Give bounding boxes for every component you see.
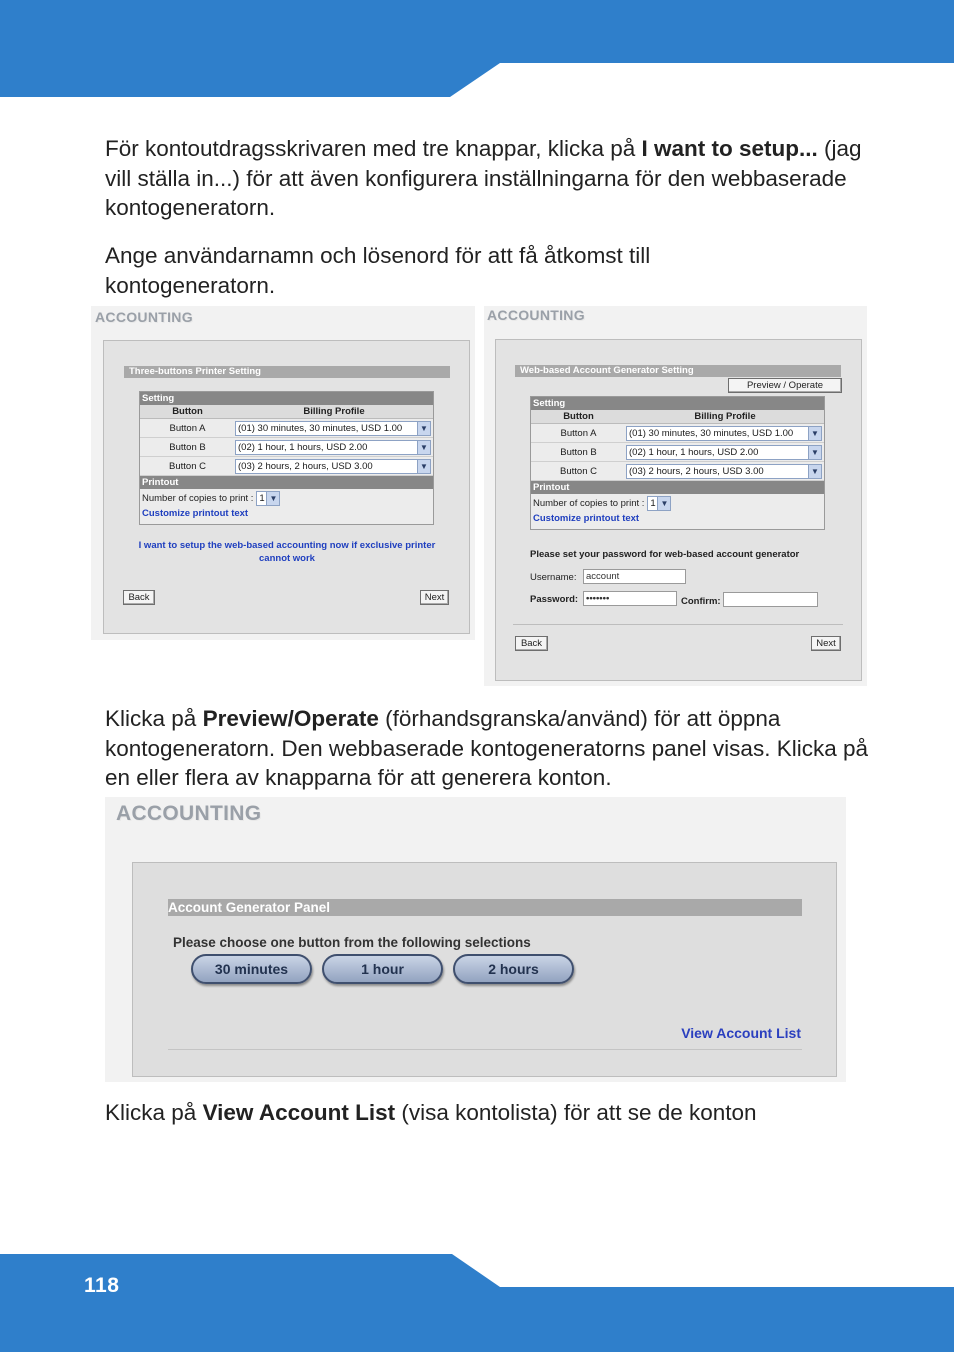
chevron-down-icon: ▼ xyxy=(417,460,430,473)
confirm-input[interactable] xyxy=(723,592,818,607)
preview-paragraph: Klicka på Preview/Operate (förhandsgranska/använd) för att öppna kontogeneratorn. Den webbaserade kontogeneratorns panel visas. Klicka på en eller flera av knapparna för att generera konton. xyxy=(105,706,868,790)
table-header-row: Button Billing Profile xyxy=(531,410,824,424)
profile-select-a[interactable]: (01) 30 minutes, 30 minutes, USD 1.00 ▼ xyxy=(235,421,431,436)
profile-select-c[interactable]: (03) 2 hours, 2 hours, USD 3.00 ▼ xyxy=(626,464,822,479)
1-hour-button[interactable]: 1 hour xyxy=(322,954,443,984)
customize-printout-link[interactable]: Customize printout text xyxy=(142,508,249,519)
panel-title: Account Generator Panel xyxy=(168,899,802,916)
footer-band xyxy=(0,1252,954,1352)
back-button[interactable]: Back xyxy=(515,636,548,651)
2-hours-button[interactable]: 2 hours xyxy=(453,954,574,984)
profile-select-b[interactable]: (02) 1 hour, 1 hours, USD 2.00 ▼ xyxy=(626,445,822,460)
printout-header: Printout xyxy=(531,481,824,494)
chevron-down-icon: ▼ xyxy=(808,446,821,459)
next-button[interactable]: Next xyxy=(420,590,449,605)
setting-header: Setting xyxy=(140,392,433,405)
back-button[interactable]: Back xyxy=(123,590,155,605)
view-account-list-link[interactable]: View Account List xyxy=(681,1025,801,1041)
view-list-paragraph: Klicka på View Account List (visa kontolista) för att se de konton xyxy=(105,1100,757,1125)
copies-row: Number of copies to print : 1 ▼ xyxy=(140,489,433,507)
table-header-row: Button Billing Profile xyxy=(140,405,433,419)
setting-table xyxy=(530,396,825,530)
selection-prompt: Please choose one button from the following selections xyxy=(173,935,531,950)
accounting-title: ACCOUNTING xyxy=(487,307,585,323)
copies-row: Number of copies to print : 1 ▼ xyxy=(531,494,824,512)
divider xyxy=(513,624,843,625)
chevron-down-icon: ▼ xyxy=(266,492,279,505)
profile-select-b[interactable]: (02) 1 hour, 1 hours, USD 2.00 ▼ xyxy=(235,440,431,455)
web-generator-screenshot xyxy=(484,306,867,686)
accounting-title: ACCOUNTING xyxy=(116,802,262,825)
setup-web-accounting-link[interactable]: I want to setup the web-based accounting now if exclusive printer cannot work xyxy=(138,540,436,564)
username-label: Username: xyxy=(530,572,577,583)
login-paragraph: Ange användarnamn och lösenord för att få åtkomst till kontogeneratorn. xyxy=(105,243,651,298)
table-row: Button A (01) 30 minutes, 30 minutes, USD 1.00 ▼ xyxy=(531,424,824,443)
copies-select[interactable]: 1 ▼ xyxy=(647,496,671,511)
generator-setting-panel xyxy=(495,339,862,681)
panel-title: Web-based Account Generator Setting xyxy=(515,365,841,377)
next-button[interactable]: Next xyxy=(811,636,841,651)
confirm-label: Confirm: xyxy=(681,596,721,607)
divider xyxy=(168,1049,802,1050)
profile-select-a[interactable]: (01) 30 minutes, 30 minutes, USD 1.00 ▼ xyxy=(626,426,822,441)
preview-operate-button[interactable]: Preview / Operate xyxy=(728,378,842,393)
table-row: Button A (01) 30 minutes, 30 minutes, USD 1.00 ▼ xyxy=(140,419,433,438)
table-row: Button C (03) 2 hours, 2 hours, USD 3.00 ▼ xyxy=(140,457,433,476)
header-band xyxy=(0,0,954,100)
printer-setting-panel xyxy=(103,340,470,634)
table-row: Button B (02) 1 hour, 1 hours, USD 2.00 ▼ xyxy=(531,443,824,462)
setting-header: Setting xyxy=(531,397,824,410)
chevron-down-icon: ▼ xyxy=(657,497,670,510)
chevron-down-icon: ▼ xyxy=(417,422,430,435)
setting-table xyxy=(139,391,434,525)
three-buttons-screenshot xyxy=(91,306,475,640)
page-number: 118 xyxy=(84,1274,120,1297)
accounting-title: ACCOUNTING xyxy=(95,309,193,325)
account-generator-screenshot xyxy=(105,797,846,1082)
password-prompt: Please set your password for web-based account generator xyxy=(530,549,800,560)
printout-header: Printout xyxy=(140,476,433,489)
panel-title: Three-buttons Printer Setting xyxy=(124,366,450,378)
chevron-down-icon: ▼ xyxy=(417,441,430,454)
password-label: Password: xyxy=(530,594,579,605)
table-row: Button C (03) 2 hours, 2 hours, USD 3.00 ▼ xyxy=(531,462,824,481)
preview-emphasis: Preview/Operate xyxy=(202,706,379,731)
generator-panel xyxy=(132,862,837,1077)
copies-select[interactable]: 1 ▼ xyxy=(256,491,280,506)
username-input[interactable]: account xyxy=(583,569,686,584)
table-row: Button B (02) 1 hour, 1 hours, USD 2.00 ▼ xyxy=(140,438,433,457)
view-list-emphasis: View Account List xyxy=(202,1100,396,1125)
profile-select-c[interactable]: (03) 2 hours, 2 hours, USD 3.00 ▼ xyxy=(235,459,431,474)
password-input[interactable]: ••••••• xyxy=(583,591,677,606)
intro-paragraph: För kontoutdragsskrivaren med tre knappar, klicka på I want to setup... (jag vill ställa in...) för att även konfigurera inställningarna för den webbaserade kontogeneratorn. xyxy=(105,136,862,220)
30-minutes-button[interactable]: 30 minutes xyxy=(191,954,312,984)
chevron-down-icon: ▼ xyxy=(808,427,821,440)
setup-emphasis: I want to setup... xyxy=(641,136,818,161)
customize-printout-link[interactable]: Customize printout text xyxy=(533,513,640,524)
chevron-down-icon: ▼ xyxy=(808,465,821,478)
